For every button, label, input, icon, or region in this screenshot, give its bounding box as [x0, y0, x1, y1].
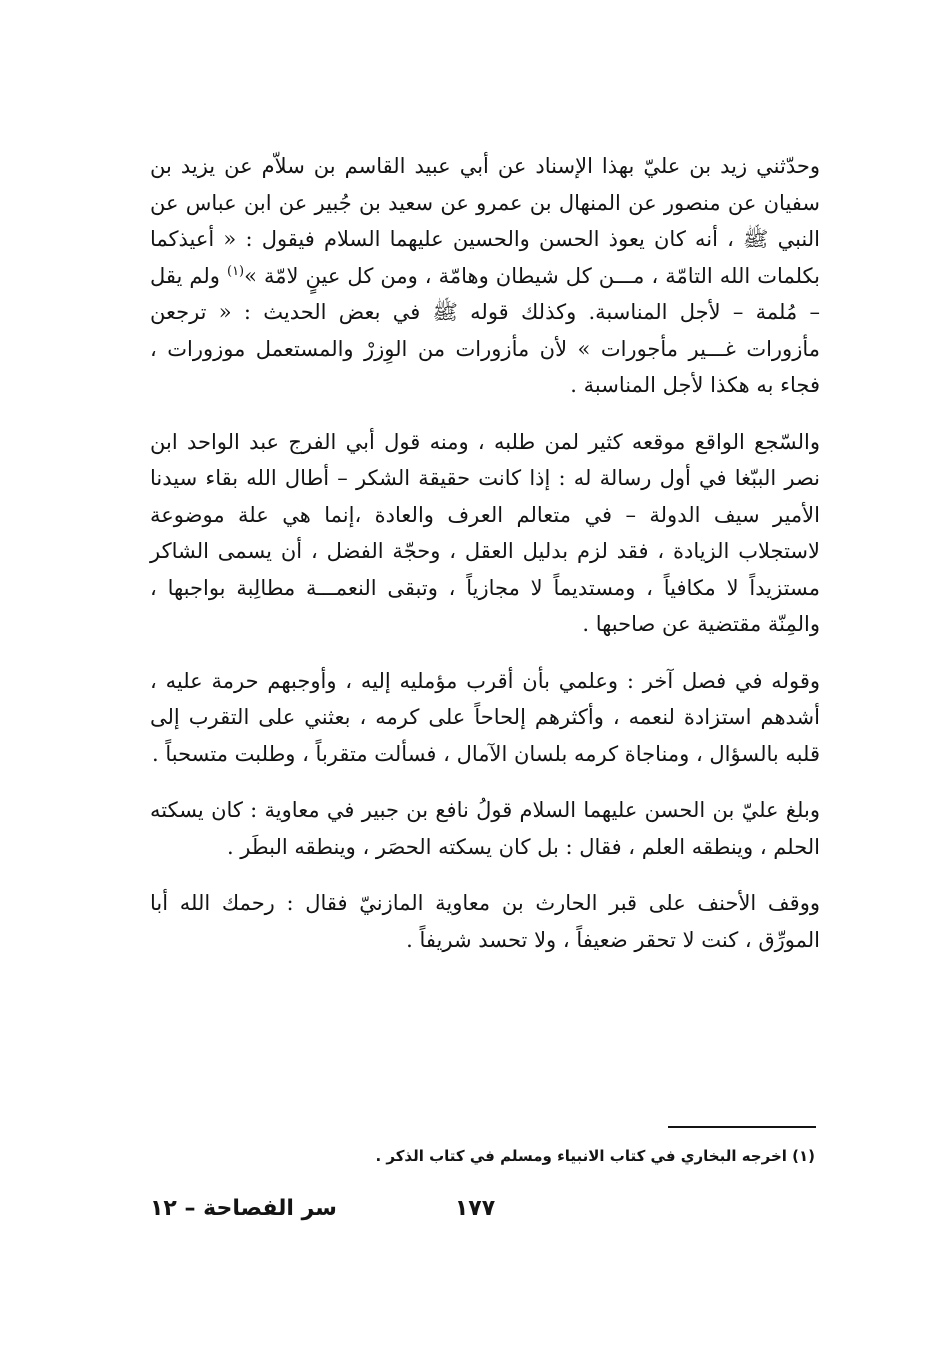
footnote-reference: (١): [226, 263, 245, 279]
paragraph-1: [150, 148, 820, 404]
paragraph-1-text-continued: ولم يقل – مُلمة – لأجل المناسبة. وكذلك قوله ﷺ في بعض الحديث : « ترجعن مأزورات غـــير مأجورات » لأن مأزورات من الوِزرْ والمستعمل موزورات ، فجاء به هكذا لأجل المناسبة .: [150, 263, 820, 397]
book-signature: سر الفصاحة – ١٢: [150, 1196, 337, 1221]
page-body: [150, 148, 820, 958]
paragraph-5: ووقف الأحنف على قبر الحارث بن معاوية المازنيّ فقال : رحمك الله أبا المورِّق ، كنت لا تحقر ضعيفاً ، ولا تحسد شريفاً .: [150, 891, 820, 952]
paragraph-2: والسّجع الواقع موقعه كثير لمن طلبه ، ومنه قول أبي الفرج عبد الواحد ابن نصر الببّغا في أول رسالة له : إذا كانت حقيقة الشكر – أطال الله بقاء سيدنا الأمير سيف الدولة – في متعالم العرف والعادة ،إنما هي علة موضوعة لاستجلاب الزيادة ، فقد لزم بدليل العقل ، وحجّة الفضل ، أن يسمى الشاكر مستزيداً لا مكافياً ، ومستديماً لا مجازياً ، وتبقى النعمـــة مطالِبة بواجبها ، والمِنّة مقتضية عن صاحبها .: [150, 429, 820, 636]
footnote-divider: [668, 1126, 816, 1128]
footnote: (١) اخرجه البخاري في كتاب الانبياء ومسلم في كتاب الذكر .: [375, 1147, 815, 1165]
paragraph-3: وقوله في فصل آخر : وعلمي بأن أقرب مؤمليه إليه ، وأوجبهم حرمة عليه ، أشدهم استزادة لنعمه ، وأكثرهم إلحاحاً على كرمه ، بعثني على التقرب إلى قلبه بالسؤال ، ومناجاة كرمه بلسان الآمال ، فسألت متقرباً ، وطلبت متسحباً .: [150, 668, 820, 766]
paragraph-1-text: وحدّثني زيد بن عليّ بهذا الإسناد عن أبي عبيد القاسم بن سلاّم عن يزيد بن سفيان عن منصور عن المنهال بن عمرو عن سعيد بن جُبير عن ابن عباس عن النبي ﷺ ، أنه كان يعوذ الحسن والحسين عليهما السلام فيقول : « أعيذكما بكلمات الله التامّة ، مـــن كل شيطان وهامّة ، ومن كل عينٍ لامّة »: [150, 154, 820, 288]
paragraph-4: وبلغ عليّ بن الحسن عليهما السلام قولُ نافع بن جبير في معاوية : كان يسكته الحلم ، وينطقه العلم ، فقال : بل كان يسكته الحصَر ، وينطقه البطَر .: [150, 798, 820, 859]
page-number: ١٧٧: [454, 1196, 496, 1221]
